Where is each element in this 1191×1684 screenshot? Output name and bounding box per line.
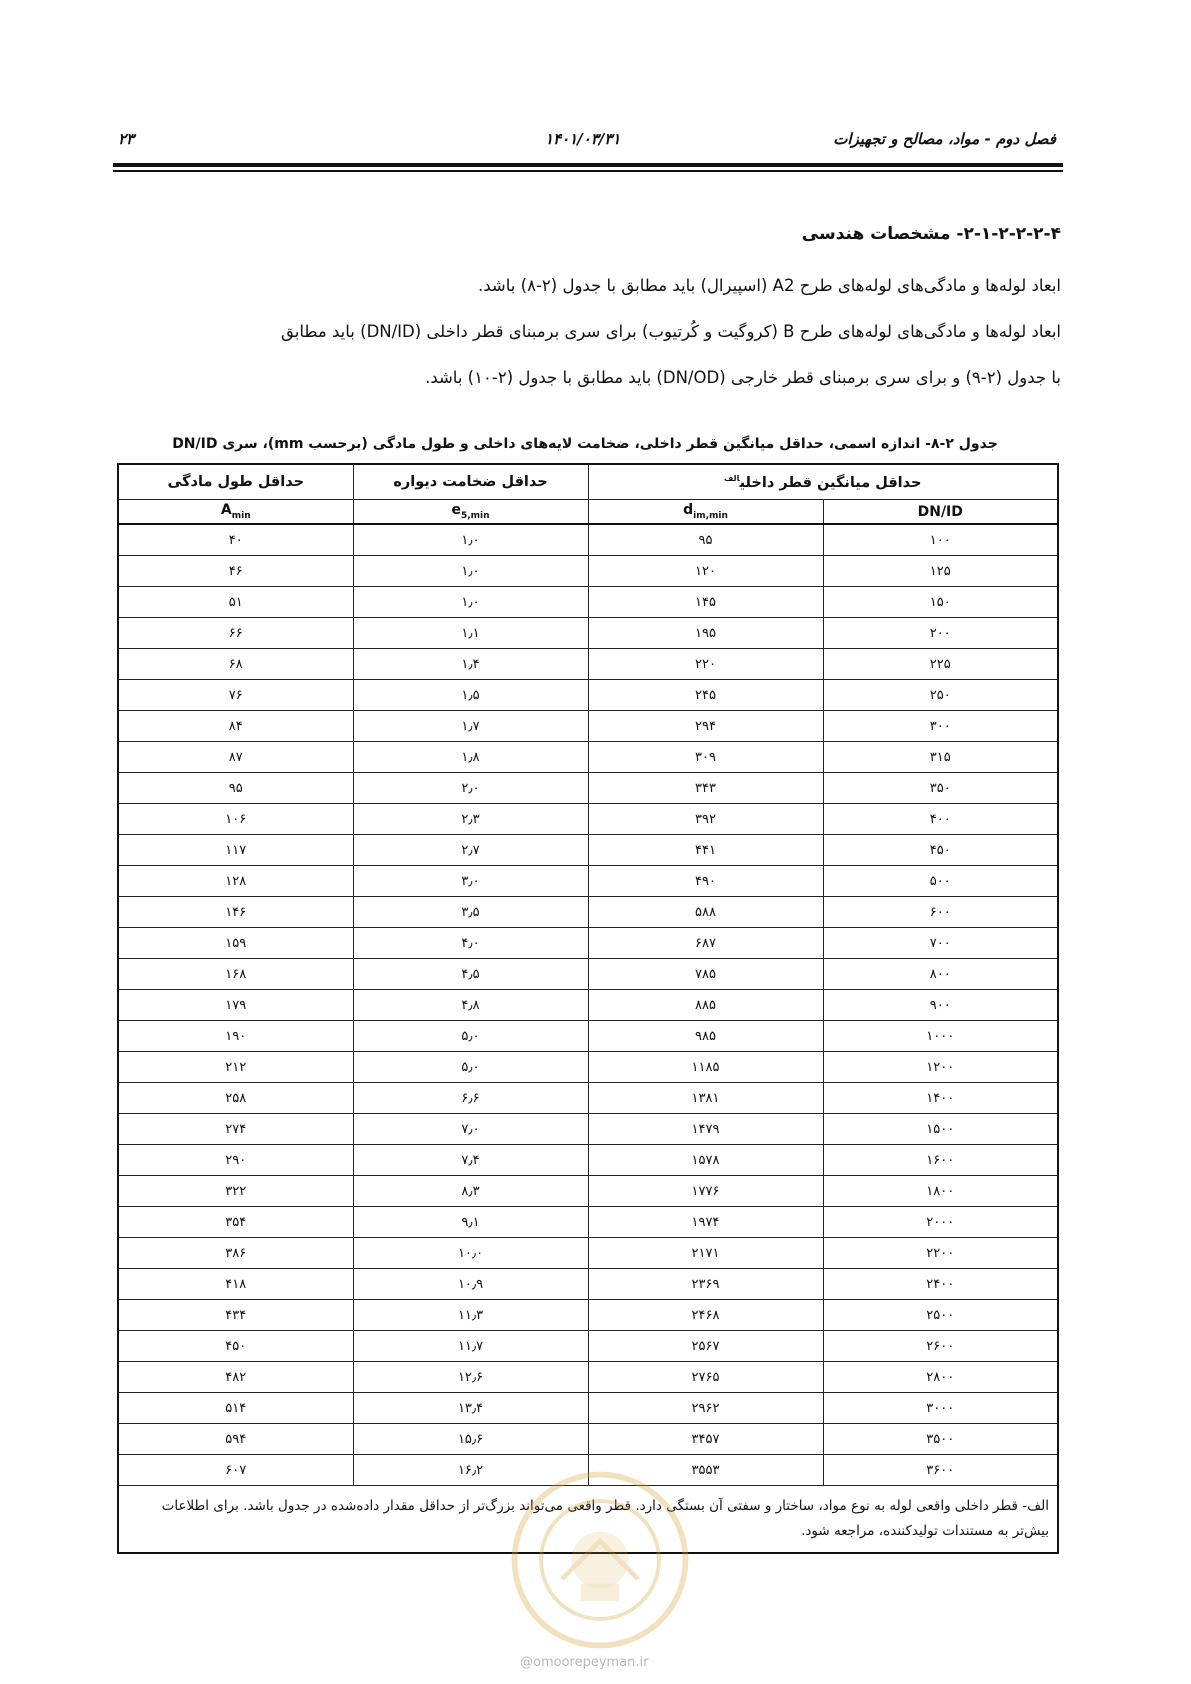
table-row <box>118 990 1058 1021</box>
cell-dn-id: ۳۰۰۰ <box>823 1393 1058 1424</box>
cell-e5-min: ۱۰٫۰ <box>353 1238 588 1269</box>
cell-e5-min: ۱۶٫۲ <box>353 1455 588 1486</box>
table-row <box>118 835 1058 866</box>
table-row <box>118 1393 1058 1424</box>
footnote-marker: الف <box>724 473 740 483</box>
header-min-mean-inner-diameter: حداقل میانگین قطر داخلی$^{الف}$ <box>588 464 1058 500</box>
cell-e5-min: ۱٫۰ <box>353 524 588 556</box>
cell-dn-id: ۲۰۰ <box>823 618 1058 649</box>
cell-a-min: ۷۶ <box>118 680 353 711</box>
cell-e5-min: ۱۵٫۶ <box>353 1424 588 1455</box>
cell-dn-id: ۱۵۰ <box>823 587 1058 618</box>
table-row <box>118 1021 1058 1052</box>
cell-a-min: ۱۷۹ <box>118 990 353 1021</box>
cell-d-im-min: ۱۲۰ <box>588 556 823 587</box>
cell-dn-id: ۱۸۰۰ <box>823 1176 1058 1207</box>
cell-a-min: ۴۳۴ <box>118 1300 353 1331</box>
cell-e5-min: ۴٫۰ <box>353 928 588 959</box>
table-row <box>118 1300 1058 1331</box>
cell-a-min: ۲۷۴ <box>118 1114 353 1145</box>
cell-e5-min: ۱۳٫۴ <box>353 1393 588 1424</box>
cell-d-im-min: ۲۹۴ <box>588 711 823 742</box>
running-header-date: ۱۴۰۱/۰۳/۳۱ <box>545 130 621 148</box>
cell-dn-id: ۱۶۰۰ <box>823 1145 1058 1176</box>
cell-a-min: ۶۶ <box>118 618 353 649</box>
cell-d-im-min: ۲۷۶۵ <box>588 1362 823 1393</box>
cell-a-min: ۱۱۷ <box>118 835 353 866</box>
cell-d-im-min: ۲۴۵ <box>588 680 823 711</box>
paragraph-line: ابعاد لوله‌ها و مادگی‌های لوله‌های طرح A2 (اسپیرال) باید مطابق با جدول (۲-۸) باشد. <box>478 276 1061 295</box>
cell-dn-id: ۱۰۰ <box>823 524 1058 556</box>
cell-a-min: ۱۵۹ <box>118 928 353 959</box>
cell-d-im-min: ۱۴۷۹ <box>588 1114 823 1145</box>
cell-e5-min: ۱٫۴ <box>353 649 588 680</box>
header-rule-thick <box>113 163 1063 167</box>
table-row <box>118 928 1058 959</box>
cell-dn-id: ۱۲۰۰ <box>823 1052 1058 1083</box>
cell-dn-id: ۳۵۰ <box>823 773 1058 804</box>
cell-dn-id: ۴۵۰ <box>823 835 1058 866</box>
cell-d-im-min: ۱۴۵ <box>588 587 823 618</box>
cell-e5-min: ۲٫۷ <box>353 835 588 866</box>
cell-d-im-min: ۳۴۳ <box>588 773 823 804</box>
cell-a-min: ۵۹۴ <box>118 1424 353 1455</box>
cell-d-im-min: ۹۵ <box>588 524 823 556</box>
subheader-a-min: $A_{min}$ <box>118 500 353 525</box>
cell-dn-id: ۲۴۰۰ <box>823 1269 1058 1300</box>
cell-e5-min: ۴٫۸ <box>353 990 588 1021</box>
cell-a-min: ۱۶۸ <box>118 959 353 990</box>
header-rule-thin <box>113 170 1063 172</box>
table-row <box>118 1238 1058 1269</box>
table-row <box>118 804 1058 835</box>
cell-d-im-min: ۳۴۵۷ <box>588 1424 823 1455</box>
cell-dn-id: ۸۰۰ <box>823 959 1058 990</box>
cell-e5-min: ۲٫۰ <box>353 773 588 804</box>
cell-e5-min: ۶٫۶ <box>353 1083 588 1114</box>
cell-dn-id: ۲۵۰۰ <box>823 1300 1058 1331</box>
cell-a-min: ۱۲۸ <box>118 866 353 897</box>
cell-dn-id: ۱۵۰۰ <box>823 1114 1058 1145</box>
cell-e5-min: ۱۲٫۶ <box>353 1362 588 1393</box>
paragraph-line: با جدول (۲-۹) و برای سری برمبنای قطر خارجی (DN/OD) باید مطابق با جدول (۲-۱۰) باشد. <box>425 368 1061 387</box>
cell-d-im-min: ۲۲۰ <box>588 649 823 680</box>
cell-e5-min: ۱۰٫۹ <box>353 1269 588 1300</box>
cell-d-im-min: ۱۱۸۵ <box>588 1052 823 1083</box>
table-row <box>118 897 1058 928</box>
cell-a-min: ۸۴ <box>118 711 353 742</box>
cell-e5-min: ۳٫۵ <box>353 897 588 928</box>
cell-d-im-min: ۸۸۵ <box>588 990 823 1021</box>
cell-a-min: ۳۲۲ <box>118 1176 353 1207</box>
cell-d-im-min: ۳۹۲ <box>588 804 823 835</box>
cell-d-im-min: ۲۹۶۲ <box>588 1393 823 1424</box>
table-row <box>118 1176 1058 1207</box>
cell-a-min: ۹۵ <box>118 773 353 804</box>
cell-d-im-min: ۱۷۷۶ <box>588 1176 823 1207</box>
cell-e5-min: ۱٫۷ <box>353 711 588 742</box>
table-row <box>118 1052 1058 1083</box>
table-footnote: الف- قطر داخلی واقعی لوله به نوع مواد، ساختار و سفتی آن بستگی دارد. قطر واقعی می‌تواند بزرگ‌تر از حداقل مقدار داده‌شده در جدول باشد. برای اطلاعات بیش‌تر به مستندات تولیدکننده، مراجعه شود. <box>118 1486 1058 1554</box>
table-row <box>118 773 1058 804</box>
cell-a-min: ۴۶ <box>118 556 353 587</box>
cell-a-min: ۴۱۸ <box>118 1269 353 1300</box>
cell-a-min: ۱۰۶ <box>118 804 353 835</box>
cell-dn-id: ۳۰۰ <box>823 711 1058 742</box>
subheader-dn-id: DN/ID <box>823 500 1058 525</box>
cell-d-im-min: ۱۹۷۴ <box>588 1207 823 1238</box>
table-row <box>118 649 1058 680</box>
cell-d-im-min: ۳۵۵۳ <box>588 1455 823 1486</box>
table-row <box>118 1114 1058 1145</box>
cell-e5-min: ۱٫۸ <box>353 742 588 773</box>
seal-watermark-icon <box>505 1465 695 1655</box>
table-row <box>118 742 1058 773</box>
cell-d-im-min: ۵۸۸ <box>588 897 823 928</box>
section-heading: ۲-۱-۲-۲-۲-۴- مشخصات هندسی <box>801 224 1061 244</box>
cell-dn-id: ۱۲۵ <box>823 556 1058 587</box>
cell-dn-id: ۳۱۵ <box>823 742 1058 773</box>
cell-e5-min: ۵٫۰ <box>353 1052 588 1083</box>
cell-d-im-min: ۲۵۶۷ <box>588 1331 823 1362</box>
cell-d-im-min: ۴۹۰ <box>588 866 823 897</box>
cell-d-im-min: ۱۵۷۸ <box>588 1145 823 1176</box>
cell-a-min: ۴۸۲ <box>118 1362 353 1393</box>
cell-dn-id: ۲۲۵ <box>823 649 1058 680</box>
table-row <box>118 680 1058 711</box>
cell-e5-min: ۹٫۱ <box>353 1207 588 1238</box>
table-row <box>118 1145 1058 1176</box>
cell-e5-min: ۷٫۴ <box>353 1145 588 1176</box>
cell-e5-min: ۱۱٫۷ <box>353 1331 588 1362</box>
cell-e5-min: ۱٫۵ <box>353 680 588 711</box>
cell-dn-id: ۹۰۰ <box>823 990 1058 1021</box>
table-row <box>118 1331 1058 1362</box>
cell-d-im-min: ۲۱۷۱ <box>588 1238 823 1269</box>
cell-a-min: ۴۵۰ <box>118 1331 353 1362</box>
cell-a-min: ۳۵۴ <box>118 1207 353 1238</box>
cell-e5-min: ۷٫۰ <box>353 1114 588 1145</box>
table-row <box>118 959 1058 990</box>
table-body <box>118 524 1058 1486</box>
header-min-socket-length: حداقل طول مادگی <box>118 464 353 500</box>
subheader-d-im-min: $d_{im,min}$ <box>588 500 823 525</box>
cell-dn-id: ۳۶۰۰ <box>823 1455 1058 1486</box>
cell-d-im-min: ۲۳۶۹ <box>588 1269 823 1300</box>
cell-dn-id: ۲۵۰ <box>823 680 1058 711</box>
cell-d-im-min: ۳۰۹ <box>588 742 823 773</box>
cell-dn-id: ۵۰۰ <box>823 866 1058 897</box>
cell-d-im-min: ۹۸۵ <box>588 1021 823 1052</box>
cell-d-im-min: ۱۹۵ <box>588 618 823 649</box>
page-number: ۲۳ <box>118 130 135 148</box>
cell-dn-id: ۲۶۰۰ <box>823 1331 1058 1362</box>
cell-e5-min: ۱٫۰ <box>353 556 588 587</box>
table-caption: جدول ۲-۸- اندازه اسمی، حداقل میانگین قطر داخلی، ضخامت لایه‌های داخلی و طول مادگی (برحسب mm)، سری DN/ID <box>172 436 998 452</box>
cell-e5-min: ۱٫۱ <box>353 618 588 649</box>
cell-a-min: ۶۰۷ <box>118 1455 353 1486</box>
cell-a-min: ۴۰ <box>118 524 353 556</box>
paragraph-line: ابعاد لوله‌ها و مادگی‌های لوله‌های طرح B (کروگیت و کُرتیوب) برای سری برمبنای قطر داخلی (DN/ID) باید مطابق <box>281 322 1061 341</box>
cell-dn-id: ۱۰۰۰ <box>823 1021 1058 1052</box>
cell-a-min: ۳۸۶ <box>118 1238 353 1269</box>
cell-a-min: ۲۱۲ <box>118 1052 353 1083</box>
cell-a-min: ۲۹۰ <box>118 1145 353 1176</box>
cell-e5-min: ۸٫۳ <box>353 1176 588 1207</box>
cell-dn-id: ۴۰۰ <box>823 804 1058 835</box>
cell-dn-id: ۳۵۰۰ <box>823 1424 1058 1455</box>
running-header-chapter: فصل دوم - مواد، مصالح و تجهیزات <box>833 130 1056 148</box>
table-row <box>118 524 1058 556</box>
cell-a-min: ۱۹۰ <box>118 1021 353 1052</box>
cell-d-im-min: ۱۳۸۱ <box>588 1083 823 1114</box>
dimensions-table <box>117 463 1059 1554</box>
table-row <box>118 618 1058 649</box>
header-min-wall-thickness: حداقل ضخامت دیواره <box>353 464 588 500</box>
cell-e5-min: ۱۱٫۳ <box>353 1300 588 1331</box>
table-row <box>118 1362 1058 1393</box>
cell-e5-min: ۲٫۳ <box>353 804 588 835</box>
cell-dn-id: ۲۸۰۰ <box>823 1362 1058 1393</box>
cell-dn-id: ۲۰۰۰ <box>823 1207 1058 1238</box>
cell-a-min: ۸۷ <box>118 742 353 773</box>
cell-d-im-min: ۲۴۶۸ <box>588 1300 823 1331</box>
cell-dn-id: ۷۰۰ <box>823 928 1058 959</box>
cell-a-min: ۲۵۸ <box>118 1083 353 1114</box>
table-row <box>118 711 1058 742</box>
cell-e5-min: ۱٫۰ <box>353 587 588 618</box>
table-row <box>118 587 1058 618</box>
cell-dn-id: ۲۲۰۰ <box>823 1238 1058 1269</box>
table-row <box>118 866 1058 897</box>
table-row <box>118 556 1058 587</box>
cell-d-im-min: ۷۸۵ <box>588 959 823 990</box>
cell-a-min: ۵۱ <box>118 587 353 618</box>
cell-e5-min: ۳٫۰ <box>353 866 588 897</box>
cell-e5-min: ۵٫۰ <box>353 1021 588 1052</box>
subheader-e5-min: $e_{5,min}$ <box>353 500 588 525</box>
cell-a-min: ۵۱۴ <box>118 1393 353 1424</box>
table-row <box>118 1207 1058 1238</box>
cell-d-im-min: ۴۴۱ <box>588 835 823 866</box>
cell-a-min: ۶۸ <box>118 649 353 680</box>
cell-dn-id: ۶۰۰ <box>823 897 1058 928</box>
table-row <box>118 1424 1058 1455</box>
cell-dn-id: ۱۴۰۰ <box>823 1083 1058 1114</box>
table-row <box>118 1269 1058 1300</box>
cell-d-im-min: ۶۸۷ <box>588 928 823 959</box>
cell-a-min: ۱۴۶ <box>118 897 353 928</box>
table-row <box>118 1083 1058 1114</box>
cell-e5-min: ۴٫۵ <box>353 959 588 990</box>
website-watermark: @omoorepeyman.ir <box>520 1655 649 1670</box>
